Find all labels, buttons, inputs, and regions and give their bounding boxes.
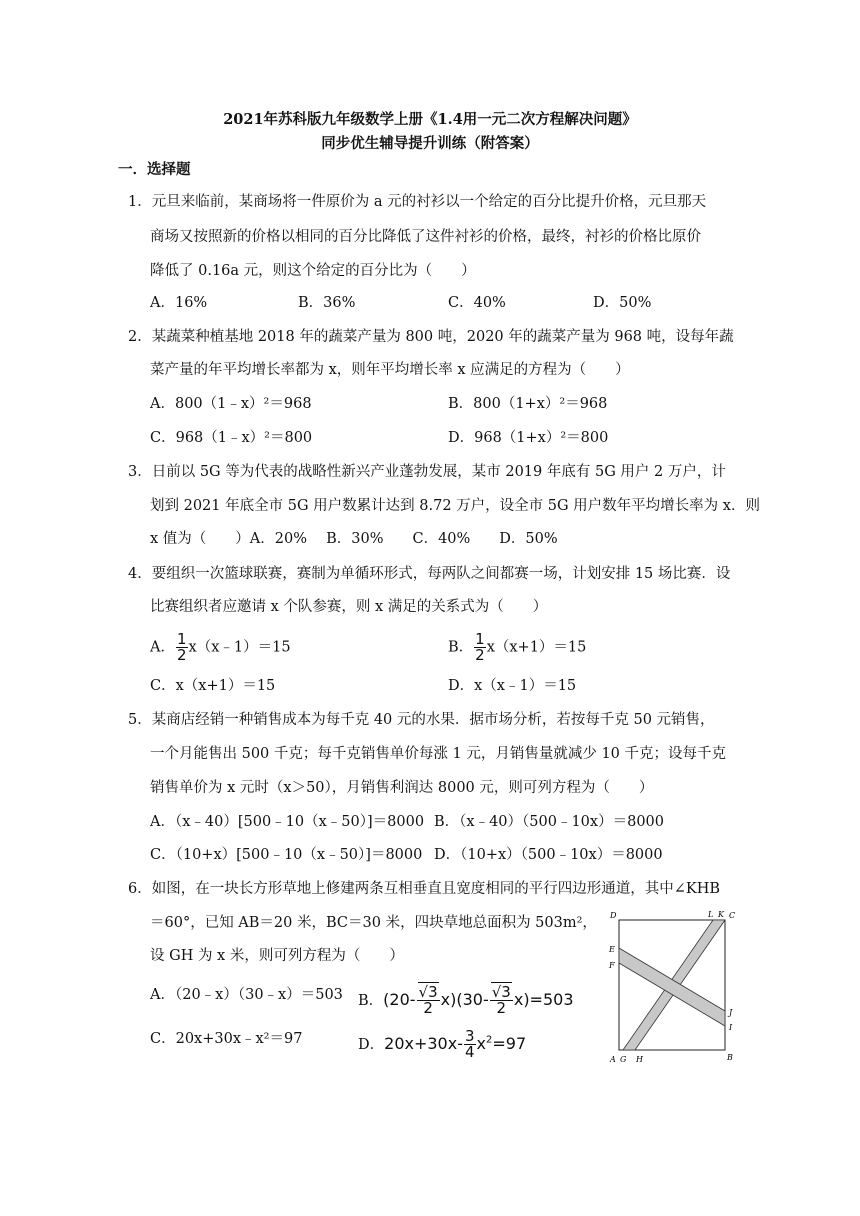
q4-line2: 比赛组织者应邀请 x 个队参赛，则 x 满足的关系式为（ ） (150, 599, 548, 615)
q5-option-b: B．（x﹣40）（500﹣10x）＝8000 (434, 814, 664, 830)
fraction-denominator: 4 (464, 1043, 475, 1061)
q5-line2: 一个月能售出 500 千克；每千克销售单价每涨 1 元，月销售量就减少 10 千克；设每千克 (150, 746, 727, 762)
q4-option-a-text: x（x﹣1）＝15 (188, 639, 291, 656)
sqrt-three: √3 (491, 983, 511, 1001)
figure-label-b: B (727, 1053, 733, 1062)
q6-option-d-formula: 20x+30x- $\frac{3}{4}$ $x^2=97$ (384, 1027, 527, 1061)
q4-line1: 4．要组织一次篮球联赛，赛制为单循环形式，每两队之间都赛一场，计划安排 15 场比赛．设 (128, 566, 731, 582)
figure-label-f: F (609, 961, 615, 970)
q2-option-a: A．800（1﹣x）²＝968 (150, 396, 312, 412)
q2-option-c: C．968（1﹣x）²＝800 (150, 430, 313, 446)
q1-option-a: A．16% (150, 295, 208, 311)
fraction-denominator: 2 (176, 646, 187, 664)
fraction-one-half (474, 632, 486, 663)
q4-option-b-label: B． (448, 639, 474, 656)
q6-option-b-formula: (20- $\frac{√3}{2}$ x)(30- $\frac{√3}{2}$ x)=503 (383, 983, 574, 1017)
figure-label-l: L (708, 910, 714, 919)
figure-label-i: I (729, 1023, 733, 1032)
figure-label-a: A (610, 1055, 616, 1064)
q5-option-d: D．（10+x）（500﹣10x）＝8000 (434, 847, 663, 863)
q1-line2: 商场又按照新的价格以相同的百分比降低了这件衬衫的价格，最终，衬衫的价格比原价 (150, 229, 701, 245)
q6-option-b-label: B． (358, 993, 384, 1009)
fraction-numerator: 3 (464, 1027, 475, 1045)
figure-label-d: D (610, 911, 617, 920)
fraction-numerator: 1 (475, 630, 485, 648)
q6-option-d-label: D． (358, 1037, 385, 1053)
doc-title-line2: 同步优生辅导提升训练（附答案） (321, 135, 539, 152)
q4-option-a (150, 632, 291, 663)
fraction-one-half (176, 632, 188, 663)
q5-line1: 5．某商店经销一种销售成本为每千克 40 元的水果．据市场分析，若按每千克 50 元销售， (128, 712, 715, 728)
figure-label-g: G (620, 1055, 627, 1064)
q3-line1: 3．日前以 5G 等为代表的战略性新兴产业蓬勃发展，某市 2019 年底有 5G 用户 2 万户，计 (128, 464, 726, 480)
doc-title-line1: 2021年苏科版九年级数学上册《1.4用一元二次方程解决问题》 (223, 111, 637, 128)
q1-option-b: B．36% (298, 295, 356, 311)
q2-option-b: B．800（1+x）²＝968 (448, 396, 608, 412)
q6-line2: ＝60°，已知 AB＝20 米，BC＝30 米，四块草地总面积为 503m²， (150, 915, 597, 931)
q3-line3: x 值为（ ）A．20% B．30% C．40% D．50% (150, 531, 558, 547)
figure-label-e: E (609, 945, 615, 954)
q6-option-d (358, 1029, 526, 1060)
sqrt-three: √3 (418, 983, 438, 1001)
q1-option-c: C．40% (448, 295, 506, 311)
figure-label-j: J (729, 1008, 733, 1017)
fraction-numerator: 1 (176, 630, 187, 648)
q5-option-a: A．（x﹣40）[500﹣10（x﹣50）]＝8000 (150, 814, 425, 830)
q1-line3: 降低了 0.16a 元，则这个给定的百分比为（ ） (150, 263, 476, 279)
figure-path-horizontal (619, 948, 725, 1026)
q5-line3: 销售单价为 x 元时（x＞50），月销售利润达 8000 元，则可列方程为（ ） (150, 780, 654, 796)
fraction-denominator: 2 (423, 999, 433, 1017)
q2-line1: 2．某蔬菜种植基地 2018 年的蔬菜产量为 800 吨，2020 年的蔬菜产量为 968 吨，设每年蔬 (128, 329, 734, 345)
q6-line1: 6．如图，在一块长方形草地上修建两条互相垂直且宽度相同的平行四边形通道，其中∠KHB (128, 881, 721, 897)
q1-option-d: D．50% (593, 295, 652, 311)
figure-label-h: H (636, 1055, 643, 1064)
q6-line3: 设 GH 为 x 米，则可列方程为（ ） (150, 948, 404, 964)
q3-line2: 划到 2021 年底全市 5G 用户数累计达到 8.72 万户，设全市 5G 用户数年平均增长率为 x．则 (150, 498, 760, 514)
q4-option-d: D．x（x﹣1）＝15 (448, 678, 577, 694)
rectangle-figure (608, 908, 748, 1068)
figure-label-c: C (729, 911, 736, 920)
figure-label-k: K (718, 910, 724, 919)
q4-option-c: C．x（x+1）＝15 (150, 678, 276, 694)
q4-option-b-text: x（x+1）＝15 (486, 639, 587, 656)
q4-option-b (448, 632, 586, 663)
fraction-denominator: 2 (496, 999, 507, 1017)
q6-option-c: C．20x+30x﹣x²＝97 (150, 1031, 303, 1047)
q2-line2: 菜产量的年平均增长率都为 x，则年平均增长率 x 应满足的方程为（ ） (150, 362, 630, 378)
section-heading: 一．选择题 (118, 161, 191, 178)
q5-option-c: C．（10+x）[500﹣10（x﹣50）]＝8000 (150, 847, 423, 863)
q6-option-b (358, 985, 574, 1016)
q2-option-d: D．968（1+x）²＝800 (448, 430, 609, 446)
q1-line1: 1．元旦来临前，某商场将一件原价为 a 元的衬衫以一个给定的百分比提升价格，元旦那天 (128, 194, 707, 210)
fraction-denominator: 2 (475, 646, 485, 664)
q6-option-a: A．（20﹣x）（30﹣x）＝503 (150, 987, 343, 1003)
q4-option-a-label: A． (150, 639, 175, 656)
